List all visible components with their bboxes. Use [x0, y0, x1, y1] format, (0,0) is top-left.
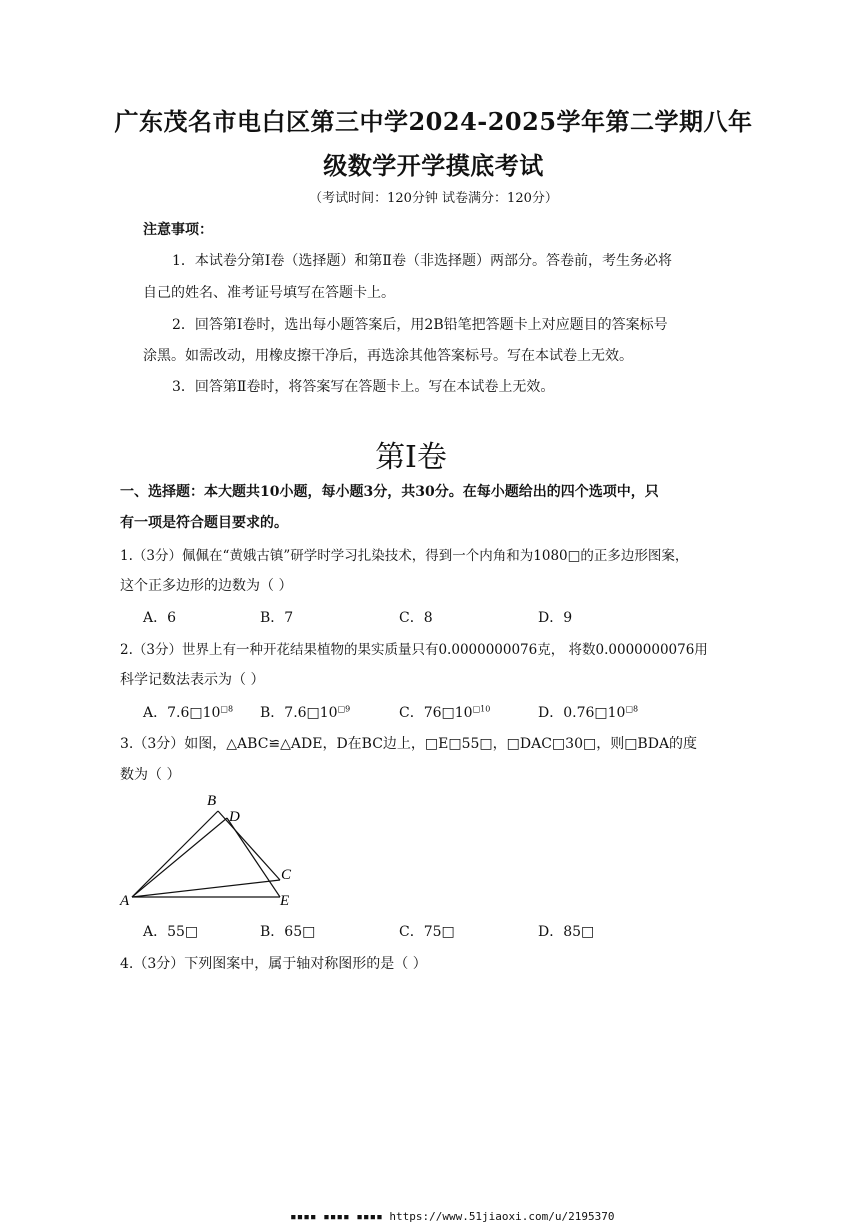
q1-option-a: A．6	[143, 610, 177, 626]
q2-option-c-base: C．76□10	[399, 705, 473, 721]
vertex-label-b: B	[207, 793, 217, 809]
section1-line2: 有一项是符合题目要求的。	[120, 515, 288, 531]
notice-item2-line2: 涂黑。如需改动，用橡皮擦干净后，再选涂其他答案标号。写在本试卷上无效。	[143, 348, 633, 364]
q2-line1: 2.（3分）世界上有一种开花结果植物的果实质量只有0.0000000076克， 将数0.0000000076用	[120, 642, 708, 658]
notice-item3: 3．回答第Ⅱ卷时，将答案写在答题卡上。写在本试卷上无效。	[172, 379, 555, 395]
q1-line2: 这个正多边形的边数为（ ）	[120, 578, 293, 594]
q2-option-b-base: B．7.6□10	[260, 705, 338, 721]
q4-line1: 4.（3分）下列图案中，属于轴对称图形的是（ ）	[120, 956, 427, 972]
exam-title-line2: 级数学开学摸底考试	[323, 151, 544, 180]
notice-heading: 注意事项：	[143, 222, 213, 238]
segment-ac	[132, 880, 280, 897]
vertex-label-e: E	[280, 893, 290, 909]
footer	[290, 1210, 615, 1223]
q1-option-c: C．8	[399, 610, 433, 626]
q2-option-a	[143, 702, 233, 722]
vertex-label-a: A	[120, 893, 130, 909]
segment-bc	[218, 811, 280, 880]
q1-option-d: D．9	[538, 610, 573, 626]
q3-option-a: A．55□	[143, 924, 199, 940]
q2-option-b-exp: □9	[337, 704, 351, 714]
footer-prefix: ▪▪▪▪ ▪▪▪▪ ▪▪▪▪	[290, 1210, 383, 1223]
q3-line2: 数为（ ）	[120, 767, 181, 783]
q3-option-c: C．75□	[399, 924, 455, 940]
q1-option-b: B．7	[260, 610, 294, 626]
q2-option-d	[538, 702, 638, 722]
segment-ab	[132, 811, 218, 897]
q2-option-d-exp: □8	[625, 704, 639, 714]
notice-item1-line2: 自己的姓名、准考证号填写在答题卡上。	[143, 285, 395, 301]
q2-option-a-exp: □8	[220, 704, 234, 714]
q2-option-c	[399, 702, 490, 722]
q3-option-b: B．65□	[260, 924, 316, 940]
exam-title-line1: 广东茂名市电白区第三中学2024-2025学年第二学期八年	[114, 107, 753, 136]
notice-item2-line1: 2．回答第Ⅰ卷时，选出每小题答案后，用2B铅笔把答题卡上对应题目的答案标号	[172, 317, 668, 333]
q2-option-a-base: A．7.6□10	[143, 705, 221, 721]
section1-line1: 一、选择题：本大题共10小题，每小题3分，共30分。在每小题给出的四个选项中，只	[120, 484, 659, 500]
vertex-label-d: D	[229, 809, 240, 825]
q1-line1: 1.（3分）佩佩在“黄娥古镇”研学时学习扎染技术，得到一个内角和为1080□的正多边形图案，	[120, 548, 689, 564]
footer-url[interactable]: https://www.51jiaoxi.com/u/2195370	[389, 1210, 615, 1223]
q2-option-b	[260, 702, 350, 722]
vertex-label-c: C	[281, 867, 292, 883]
segment-ad	[132, 818, 227, 897]
volume-title: 第Ⅰ卷	[375, 440, 447, 475]
q2-option-d-base: D．0.76□10	[538, 705, 626, 721]
q2-option-c-exp: □10	[472, 704, 491, 714]
q3-option-d: D．85□	[538, 924, 595, 940]
triangle-figure	[115, 790, 305, 915]
exam-subtitle: （考试时间：120分钟 试卷满分：120分）	[309, 191, 558, 206]
q3-line1: 3.（3分）如图，△ABC≌△ADE，D在BC边上，□E□55□，□DAC□30□，则□BDA的度	[120, 736, 698, 752]
notice-item1-line1: 1．本试卷分第Ⅰ卷（选择题）和第Ⅱ卷（非选择题）两部分。答卷前，考生务必将	[172, 253, 672, 269]
q2-line2: 科学记数法表示为（ ）	[120, 672, 265, 688]
